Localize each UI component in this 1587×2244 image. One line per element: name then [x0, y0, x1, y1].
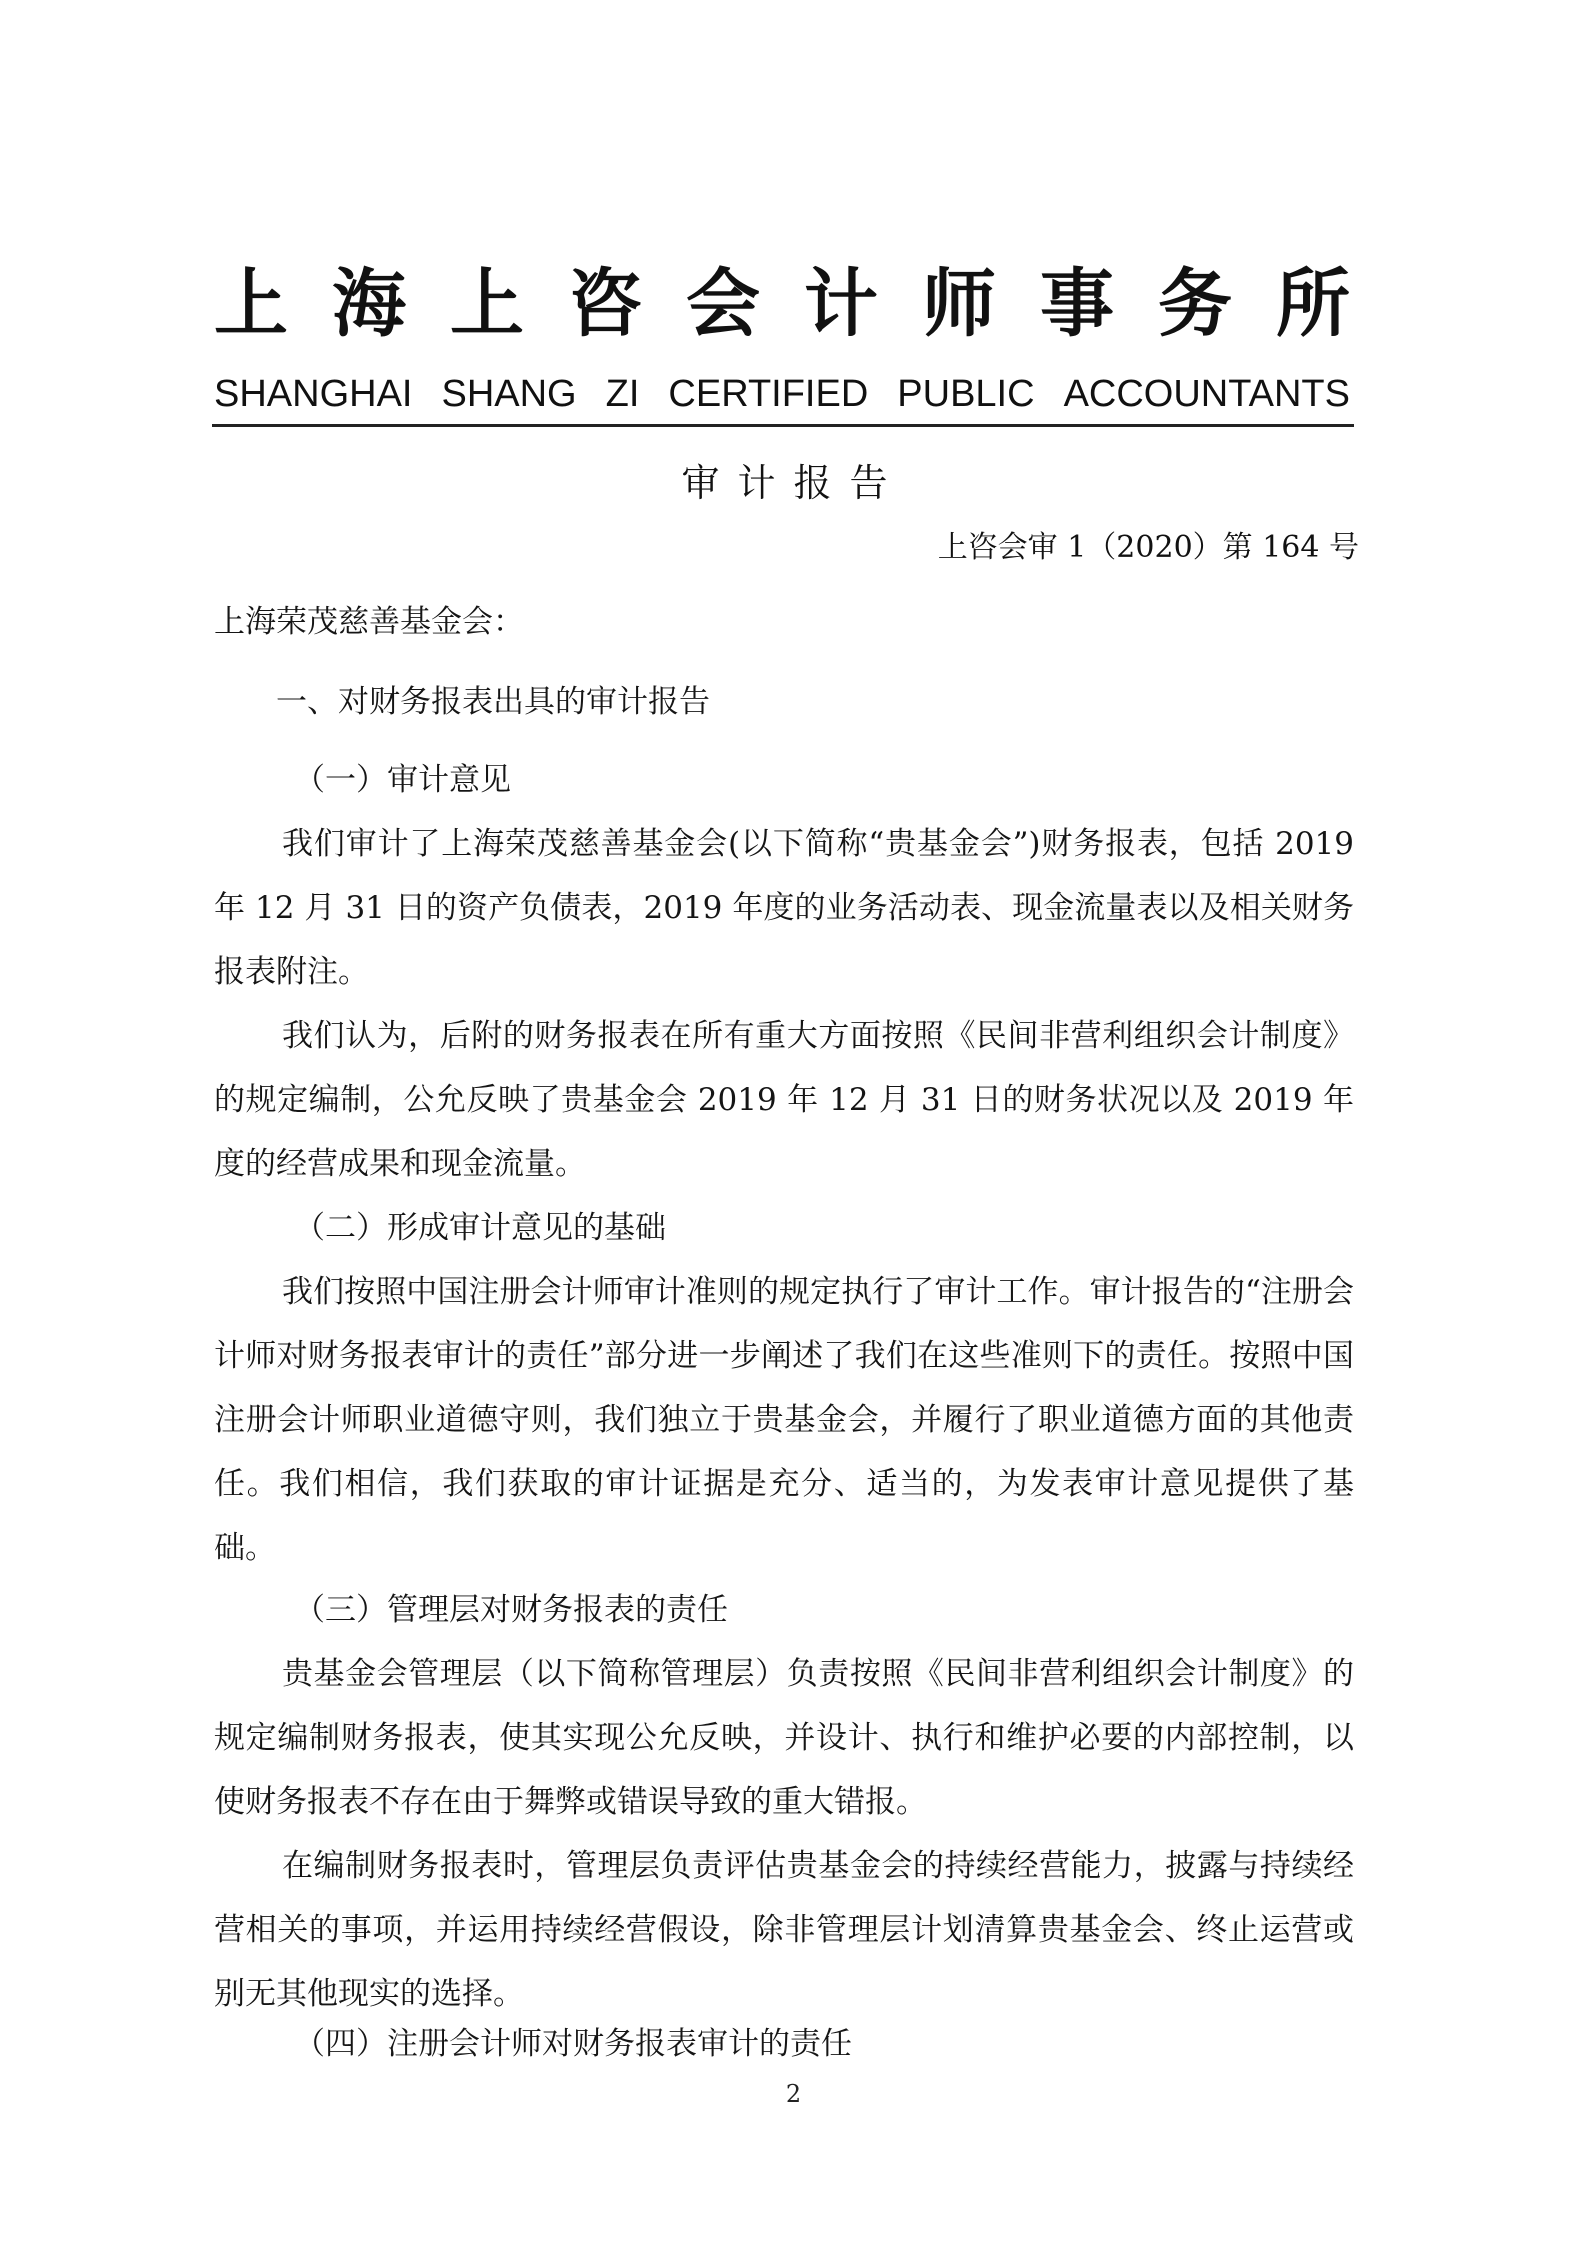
- firm-name-word: ZI: [605, 372, 640, 415]
- firm-name-char: 上: [450, 261, 524, 347]
- addressee: 上海荣茂慈善基金会：: [214, 604, 524, 640]
- firm-name-char: 所: [1276, 261, 1350, 347]
- firm-name-char: 会: [686, 261, 760, 347]
- report-title: 审计报告: [681, 461, 906, 505]
- subsection-heading: （三）管理层对财务报表的责任: [294, 1592, 728, 1628]
- basis-section: [214, 1196, 1354, 1580]
- subsection-heading: （二）形成审计意见的基础: [294, 1210, 666, 1246]
- paragraph: 我们审计了上海荣茂慈善基金会(以下简称“贵基金会”)财务报表，包括 2019 年 12 月 31 日的资产负债表，2019 年度的业务活动表、现金流量表以及相关财务报表附注。: [214, 826, 1354, 990]
- firm-name-char: 海: [332, 261, 406, 347]
- paragraph: 在编制财务报表时，管理层负责评估贵基金会的持续经营能力，披露与持续经营相关的事项，并运用持续经营假设，除非管理层计划清算贵基金会、终止运营或别无其他现实的选择。: [214, 1848, 1354, 2012]
- letterhead-divider: [212, 424, 1354, 427]
- firm-name-word: PUBLIC: [897, 372, 1035, 415]
- firm-name-word: SHANGHAI: [214, 372, 413, 415]
- firm-name-char: 师: [922, 261, 996, 347]
- firm-name-char: 上: [214, 261, 288, 347]
- management-responsibility-section: [214, 1578, 1354, 2026]
- firm-name-word: SHANG: [441, 372, 577, 415]
- firm-name-chinese: [214, 248, 1350, 348]
- audit-opinion-section: [214, 748, 1354, 1196]
- firm-name-word: ACCOUNTANTS: [1063, 372, 1350, 415]
- auditor-responsibility-section: [214, 2012, 1354, 2076]
- subsection-heading: （一）审计意见: [294, 762, 511, 798]
- firm-name-char: 咨: [568, 261, 642, 347]
- firm-name-char: 计: [804, 261, 878, 347]
- firm-name-word: CERTIFIED: [668, 372, 869, 415]
- firm-name-char: 事: [1040, 261, 1114, 347]
- firm-name-char: 务: [1158, 261, 1232, 347]
- firm-name-english: [214, 370, 1350, 418]
- page-number: 2: [785, 2080, 802, 2108]
- report-number: 上咨会审 1（2020）第 164 号: [937, 530, 1359, 565]
- subsection-heading: （四）注册会计师对财务报表审计的责任: [294, 2026, 852, 2062]
- paragraph: 我们认为，后附的财务报表在所有重大方面按照《民间非营利组织会计制度》的规定编制，公允反映了贵基金会 2019 年 12 月 31 日的财务状况以及 2019 年度的经营成果和现金流量。: [214, 1018, 1354, 1182]
- section-heading: 一、对财务报表出具的审计报告: [276, 684, 710, 720]
- paragraph: 我们按照中国注册会计师审计准则的规定执行了审计工作。审计报告的“注册会计师对财务报表审计的责任”部分进一步阐述了我们在这些准则下的责任。按照中国注册会计师职业道德守则，我们独立于贵基金会，并履行了职业道德方面的其他责任。我们相信，我们获取的审计证据是充分、适当的，为发表审计意见提供了基础。: [214, 1274, 1354, 1566]
- paragraph: 贵基金会管理层（以下简称管理层）负责按照《民间非营利组织会计制度》的规定编制财务报表，使其实现公允反映，并设计、执行和维护必要的内部控制，以使财务报表不存在由于舞弊或错误导致的重大错报。: [214, 1656, 1354, 1820]
